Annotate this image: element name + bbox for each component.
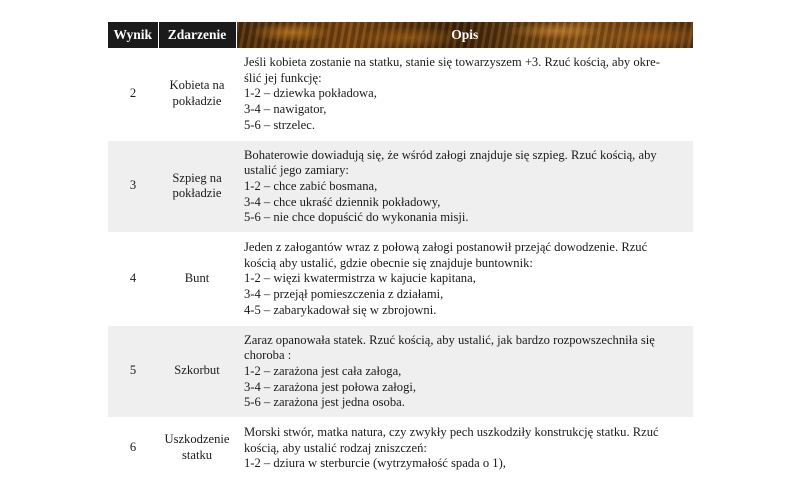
description-line: 4-5 – zabarykadował się w zbrojowni. bbox=[244, 302, 437, 317]
description-line: 1-2 – więzi kwatermistrza w kajucie kapitana, bbox=[244, 271, 476, 286]
table-row bbox=[108, 140, 693, 233]
cell-description bbox=[236, 418, 693, 479]
table-row bbox=[108, 233, 693, 326]
description-line: 1-2 – dziewka pokładowa, bbox=[244, 86, 377, 101]
description-line: 1-2 – chce zabić bosmana, bbox=[244, 178, 378, 193]
event-table bbox=[108, 22, 693, 479]
description-line: kością, aby ustalić rodzaj zniszczeń: bbox=[244, 440, 427, 455]
cell-description bbox=[236, 233, 693, 326]
description-line: 5-6 – zarażona jest jedna osoba. bbox=[244, 395, 405, 410]
table-header-row bbox=[108, 22, 693, 48]
cell-description bbox=[236, 48, 693, 140]
description-line: choroba : bbox=[244, 348, 292, 363]
cell-result: 3 bbox=[108, 140, 158, 233]
description-line: 3-4 – chce ukraść dziennik pokładowy, bbox=[244, 194, 441, 209]
description-line: 3-4 – zarażona jest połowa załogi, bbox=[244, 379, 417, 394]
table-row bbox=[108, 325, 693, 418]
cell-description bbox=[236, 140, 693, 233]
description-line: ślić jej funkcję: bbox=[244, 70, 322, 85]
cell-event: Szpieg na pokładzie bbox=[158, 140, 236, 233]
cell-event: Kobieta na pokładzie bbox=[158, 48, 236, 140]
cell-description bbox=[236, 325, 693, 418]
description-line: 3-4 – nawigator, bbox=[244, 102, 327, 117]
event-table-container bbox=[108, 22, 693, 479]
description-line: 5-6 – nie chce dopuścić do wykonania misji. bbox=[244, 210, 469, 225]
cell-result: 5 bbox=[108, 325, 158, 418]
description-line: Jeśli kobieta zostanie na statku, stanie się towarzyszem +3. Rzuć kością, aby okre- bbox=[244, 55, 660, 69]
description-line: Jeden z załogantów wraz z połową załogi postanowił przejąć dowodzenie. Rzuć bbox=[244, 240, 648, 255]
cell-event: Bunt bbox=[158, 233, 236, 326]
table-row bbox=[108, 48, 693, 140]
description-line: Bohaterowie dowiadują się, że wśród załogi znajduje się szpieg. Rzuć kością, aby bbox=[244, 147, 657, 162]
description-line: 3-4 – przejął pomieszczenia z działami, bbox=[244, 287, 444, 302]
description-line: ustalić jego zamiary: bbox=[244, 163, 349, 178]
table-row bbox=[108, 418, 693, 479]
cell-event: Szkorbut bbox=[158, 325, 236, 418]
header-result: Wynik bbox=[108, 22, 158, 48]
description-line: 5-6 – strzelec. bbox=[244, 117, 315, 132]
table-body bbox=[108, 48, 693, 479]
description-line: 1-2 – zarażona jest cała załoga, bbox=[244, 363, 402, 378]
description-line: 1-2 – dziura w sterburcie (wytrzymałość spada o 1), bbox=[244, 456, 506, 471]
description-line: Morski stwór, matka natura, czy zwykły pech uszkodziły konstrukcję statku. Rzuć bbox=[244, 425, 659, 440]
description-line: kością aby ustalić, gdzie obecnie się znajduje buntownik: bbox=[244, 255, 533, 270]
description-line: Zaraz opanowała statek. Rzuć kością, aby ustalić, jak bardzo rozpowszechniła się bbox=[244, 332, 655, 347]
header-description: Opis bbox=[236, 22, 693, 48]
header-event: Zdarzenie bbox=[158, 22, 236, 48]
cell-result: 4 bbox=[108, 233, 158, 326]
cell-result: 2 bbox=[108, 48, 158, 140]
cell-result: 6 bbox=[108, 418, 158, 479]
cell-event: Uszkodzenie statku bbox=[158, 418, 236, 479]
